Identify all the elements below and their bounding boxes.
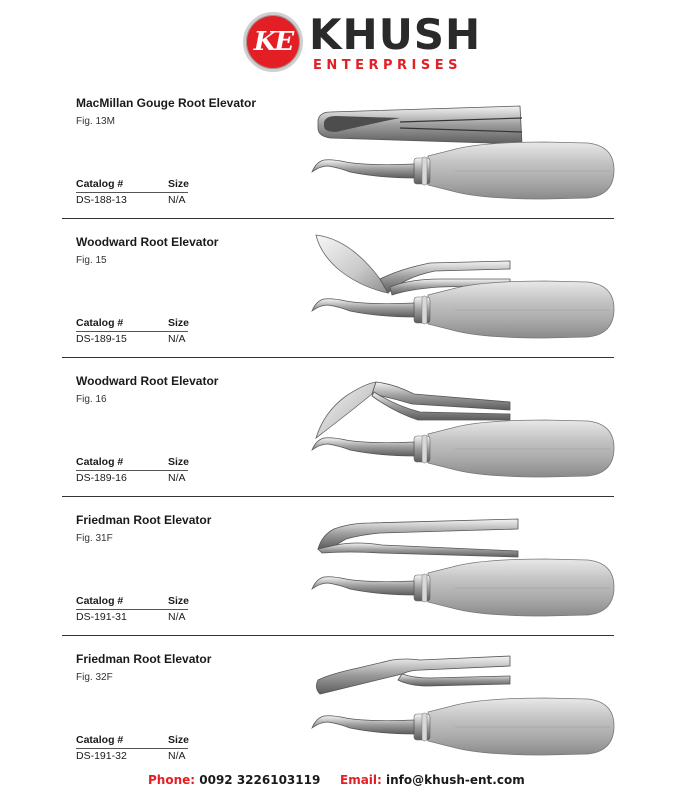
size-header: Size — [168, 456, 190, 468]
size-header: Size — [168, 595, 190, 607]
curved-tip-image — [310, 511, 530, 559]
section-divider — [62, 496, 614, 497]
instrument-image — [310, 418, 620, 480]
instrument-image — [310, 696, 620, 758]
catalog-underline — [76, 192, 188, 193]
product-title: Woodward Root Elevator — [76, 235, 219, 249]
product-title: MacMillan Gouge Root Elevator — [76, 96, 257, 110]
phone-label: Phone: — [148, 773, 196, 787]
catalog-underline — [76, 470, 188, 471]
size-value: N/A — [168, 611, 186, 623]
logo-monogram-badge — [243, 12, 303, 72]
product-section — [0, 366, 689, 504]
section-divider — [62, 218, 614, 219]
product-title: Woodward Root Elevator — [76, 374, 219, 388]
contact-footer — [0, 773, 689, 793]
catalog-number: DS-189-15 — [76, 333, 127, 345]
catalog-number: DS-191-32 — [76, 750, 127, 762]
catalog-underline — [76, 609, 188, 610]
catalog-header: Catalog # — [76, 317, 124, 329]
phone-number[interactable]: 0092 3226103119 — [199, 773, 321, 787]
instrument-image — [310, 279, 620, 341]
product-figure-number: Fig. 32F — [76, 672, 113, 683]
instrument-image — [310, 140, 620, 202]
catalog-underline — [76, 331, 188, 332]
catalog-number: DS-191-31 — [76, 611, 127, 623]
section-divider — [62, 635, 614, 636]
size-header: Size — [168, 178, 190, 190]
size-value: N/A — [168, 194, 186, 206]
curved-tip-image — [310, 650, 530, 698]
product-figure-number: Fig. 16 — [76, 394, 107, 405]
catalog-header: Catalog # — [76, 734, 124, 746]
catalog-header: Catalog # — [76, 178, 124, 190]
brand-name: KHUSH — [309, 10, 482, 59]
catalog-number: DS-189-16 — [76, 472, 127, 484]
product-title: Friedman Root Elevator — [76, 652, 212, 666]
email-label: Email: — [340, 773, 382, 787]
size-header: Size — [168, 317, 190, 329]
product-title: Friedman Root Elevator — [76, 513, 212, 527]
catalog-number: DS-188-13 — [76, 194, 127, 206]
instrument-image — [310, 557, 620, 619]
section-divider — [62, 357, 614, 358]
product-section — [0, 644, 689, 782]
product-figure-number: Fig. 15 — [76, 255, 107, 266]
product-section — [0, 88, 689, 226]
brand-subtitle: ENTERPRISES — [313, 58, 462, 73]
size-value: N/A — [168, 750, 186, 762]
catalog-underline — [76, 748, 188, 749]
catalog-header: Catalog # — [76, 595, 124, 607]
size-header: Size — [168, 734, 190, 746]
email-contact — [340, 773, 525, 787]
logo-monogram: KE — [253, 27, 293, 57]
email-address[interactable]: info@khush-ent.com — [386, 773, 525, 787]
size-value: N/A — [168, 333, 186, 345]
size-value: N/A — [168, 472, 186, 484]
catalog-header: Catalog # — [76, 456, 124, 468]
product-figure-number: Fig. 31F — [76, 533, 113, 544]
product-figure-number: Fig. 13M — [76, 116, 115, 127]
product-section — [0, 505, 689, 643]
brand-logo — [243, 10, 482, 76]
product-section — [0, 227, 689, 365]
phone-contact — [148, 773, 320, 787]
